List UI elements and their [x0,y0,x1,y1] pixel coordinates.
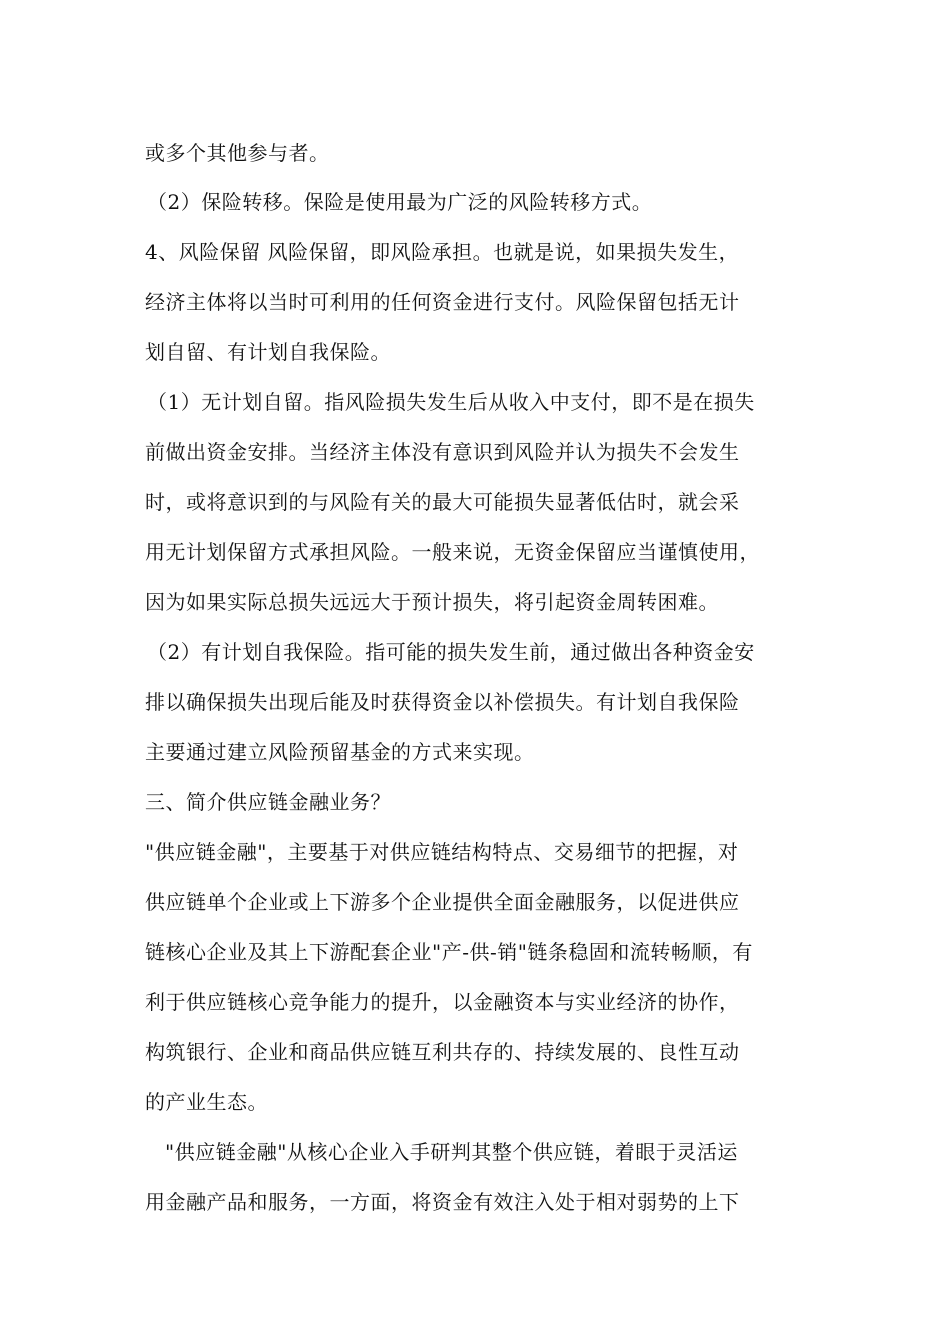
text-line: 用无计划保留方式承担风险。一般来说，无资金保留应当谨慎使用， [145,540,760,564]
text-line: 划自留、有计划自我保险。 [145,340,391,364]
text-line: 主要通过建立风险预留基金的方式来实现。 [145,740,535,764]
text-line: 经济主体将以当时可利用的任何资金进行支付。风险保留包括无计 [145,290,740,314]
text-line: 链核心企业及其上下游配套企业"产-供-销"链条稳固和流转畅顺，有 [145,940,753,964]
text-line: 的产业生态。 [145,1090,268,1114]
text-line: "供应链金融"从核心企业入手研判其整个供应链，着眼于灵活运 [165,1140,738,1164]
text-line: "供应链金融"，主要基于对供应链结构特点、交易细节的把握，对 [145,840,739,864]
text-line: 排以确保损失出现后能及时获得资金以补偿损失。有计划自我保险 [145,690,740,714]
text-line: （2）保险转移。保险是使用最为广泛的风险转移方式。 [147,190,653,214]
text-line: 供应链单个企业或上下游多个企业提供全面金融服务，以促进供应 [145,890,740,914]
text-line: 因为如果实际总损失远远大于预计损失，将引起资金周转困难。 [145,590,719,614]
text-line: 时，或将意识到的与风险有关的最大可能损失显著低估时，就会采 [145,490,740,514]
text-line: （1）无计划自留。指风险损失发生后从收入中支付，即不是在损失 [147,390,755,414]
text-line: 构筑银行、企业和商品供应链互利共存的、持续发展的、良性互动 [145,1040,740,1064]
text-line: 前做出资金安排。当经济主体没有意识到风险并认为损失不会发生 [145,440,740,464]
text-line: 利于供应链核心竞争能力的提升，以金融资本与实业经济的协作， [145,990,740,1014]
section-heading: 三、简介供应链金融业务？ [145,790,391,814]
text-line: 4、风险保留 风险保留，即风险承担。也就是说，如果损失发生， [145,240,740,264]
text-line: （2）有计划自我保险。指可能的损失发生前，通过做出各种资金安 [147,640,755,664]
text-line: 用金融产品和服务，一方面，将资金有效注入处于相对弱势的上下 [145,1190,740,1214]
text-line: 或多个其他参与者。 [145,141,330,165]
